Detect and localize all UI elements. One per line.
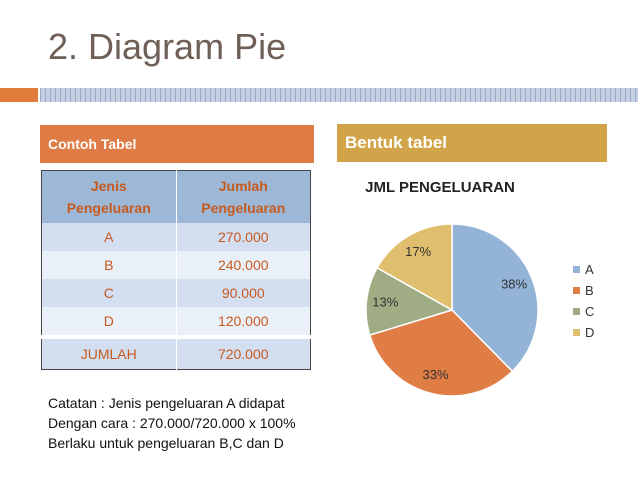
table-cell-amount: 270.000: [176, 223, 311, 251]
note-line: Catatan : Jenis pengeluaran A didapat: [48, 395, 285, 411]
example-table-header: Contoh Tabel: [40, 125, 314, 163]
table-cell-amount: 90.000: [176, 279, 311, 307]
pie-data-label: 13%: [372, 294, 399, 310]
table-cell-type: D: [42, 307, 177, 337]
column-header-type: Jenis Pengeluaran: [42, 171, 177, 224]
title-rule-accent: [0, 88, 38, 102]
legend-swatch: [573, 287, 580, 294]
legend-label: B: [585, 283, 594, 298]
chart-form-header: Bentuk tabel: [337, 124, 607, 162]
pie-data-label: 17%: [405, 244, 432, 260]
expense-table: [41, 170, 311, 370]
legend-label: C: [585, 304, 595, 319]
table-cell-type: A: [42, 223, 177, 251]
legend-label: A: [585, 262, 594, 277]
pie-chart: [337, 170, 607, 410]
total-label: JUMLAH: [42, 337, 177, 370]
note-line: Berlaku untuk pengeluaran B,C dan D: [48, 435, 284, 451]
slide-title: 2. Diagram Pie: [48, 26, 287, 67]
calculation-note: [48, 393, 296, 453]
table-total-row: [42, 337, 311, 370]
chart-title: JML PENGELUARAN: [365, 179, 515, 196]
legend-label: D: [585, 325, 595, 340]
pie-data-label: 33%: [422, 367, 449, 382]
pie-data-label: 38%: [501, 276, 528, 292]
table-row: [42, 279, 311, 307]
table-header-row: [42, 171, 311, 224]
table-row: [42, 223, 311, 251]
legend-swatch: [573, 308, 580, 315]
table-cell-amount: 240.000: [176, 251, 311, 279]
title-rule-pattern: [40, 88, 638, 102]
table-row: [42, 251, 311, 279]
table-cell-type: B: [42, 251, 177, 279]
table-cell-amount: 120.000: [176, 307, 311, 337]
legend-swatch: [573, 266, 580, 273]
table-row: [42, 307, 311, 337]
legend-swatch: [573, 329, 580, 336]
note-line: Dengan cara : 270.000/720.000 x 100%: [48, 415, 296, 431]
table-cell-type: C: [42, 279, 177, 307]
total-amount: 720.000: [176, 337, 311, 370]
column-header-amount: Jumlah Pengeluaran: [176, 171, 311, 224]
